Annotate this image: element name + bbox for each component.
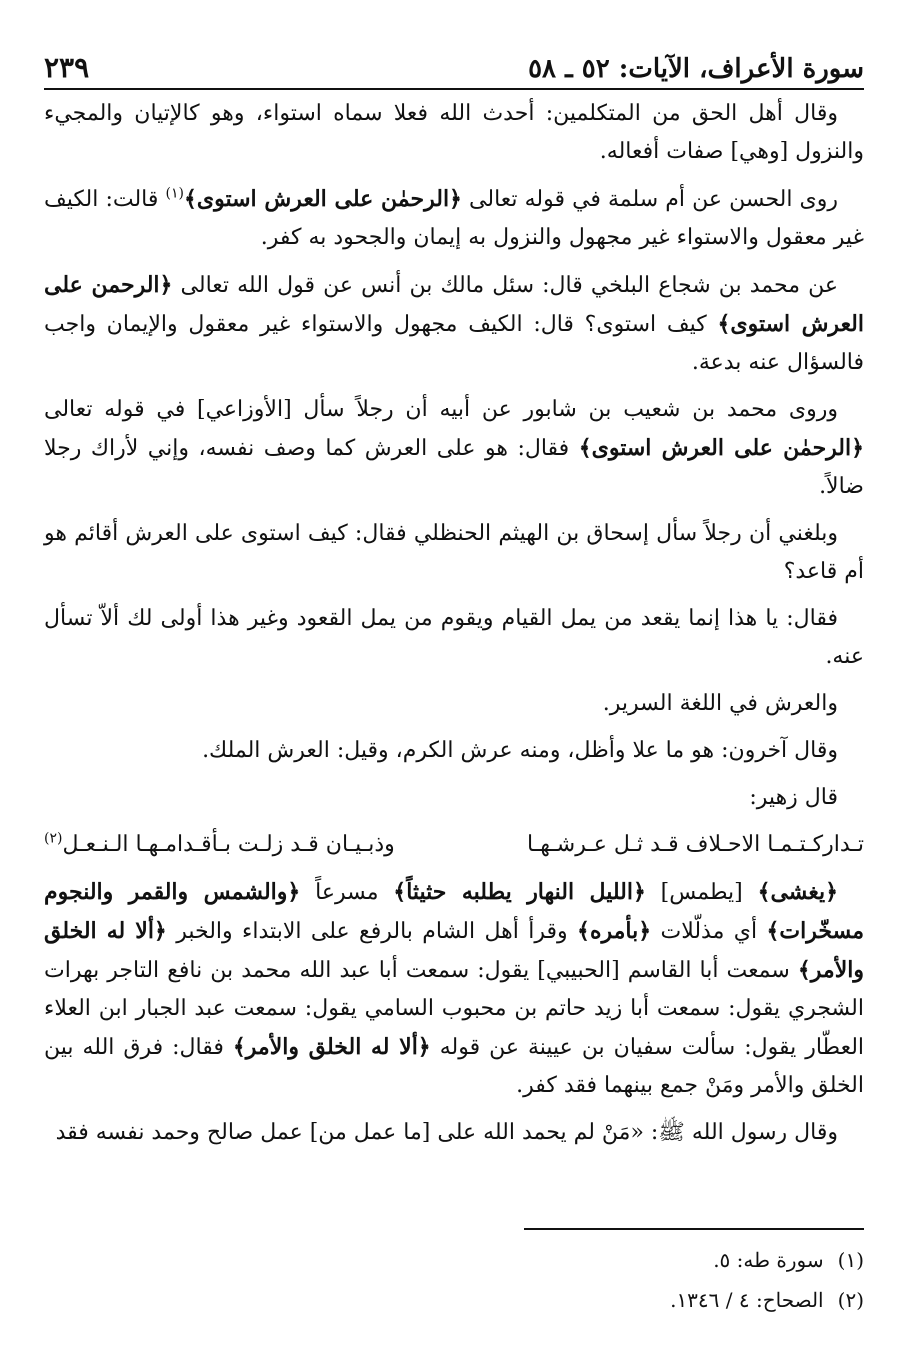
paragraph: [44, 391, 864, 506]
text-run: روى الحسن عن أم سلمة في قوله تعالى: [469, 187, 839, 212]
paragraph: وقال آخرون: هو ما علا وأظل، ومنه عرش الكرم، وقيل: العرش الملك.: [202, 738, 838, 763]
text-run: وروى محمد بن شعيب بن شابور عن أبيه أن رجلاً سأل [الأوزاعي] في قوله تعالى: [44, 397, 838, 422]
footnote-marker: (١): [165, 185, 184, 202]
text-run: وقرأ أهل الشام بالرفع على الابتداء والخبر: [176, 919, 568, 944]
paragraph: وقال رسول الله ﷺ: «مَنْ لم يحمد الله على [ما عمل من] عمل صالح وحمد نفسه فقد: [55, 1120, 838, 1145]
quran-quote: ﴿ألا له الخلق والأمر﴾: [44, 918, 864, 983]
footnote-marker: (٢): [44, 830, 63, 847]
verse-hemistich-1: تـداركـتـمـا الاحـلاف قـد ثـل عـرشـهـا: [527, 832, 864, 857]
poetry-verse: [44, 826, 864, 864]
verse-hemistich-2: وذبـيـان قـد زلـت بـأقـدامـهـا الـنـعـل: [62, 832, 395, 857]
quran-quote: ﴿بأمره﴾: [577, 918, 652, 944]
verse-hemistich-2-wrap: [44, 826, 395, 864]
quran-quote: ﴿الرحمن على العرش استوى﴾: [44, 272, 864, 337]
surah-title: سورة الأعراف، الآيات: ٥٢ ـ ٥٨: [528, 54, 864, 84]
page-number: ٢٣٩: [44, 51, 90, 84]
text-run: كيف استوى؟ قال: الكيف مجهول والاستواء غير معقول والإيمان واجب فالسؤال عنه بدعة.: [44, 312, 864, 375]
text-run: [يطمس]: [660, 880, 743, 905]
text-run: فقال: هو على العرش كما وصف نفسه، وإني لأراك رجلا ضالاً.: [44, 436, 864, 499]
quran-quote: ﴿والشمس والقمر والنجوم مسخّرات﴾: [44, 879, 864, 944]
paragraph: قال زهير:: [749, 785, 838, 810]
quran-quote: ﴿ألا له الخلق والأمر﴾: [232, 1034, 431, 1060]
paragraph: والعرش في اللغة السرير.: [602, 691, 838, 716]
paragraph: فقال: يا هذا إنما يقعد من يمل القيام ويقوم من يمل القعود وغير هذا أولى لك ألاّ تسأل عنه.: [44, 606, 864, 669]
footnote: [44, 1280, 864, 1320]
text-run: عن محمد بن شجاع البلخي قال: سئل مالك بن أنس عن قول الله تعالى: [180, 273, 838, 298]
paragraph: [44, 873, 864, 1105]
paragraph: [44, 180, 864, 257]
text-run: فقال: فرق الله بين الخلق والأمر ومَنْ جمع بينهما فقد كفر.: [44, 1035, 864, 1098]
footnotes: [44, 1240, 864, 1320]
quran-quote: ﴿الرحمٰن على العرش استوى﴾: [183, 186, 462, 212]
footnote-text: الصحاح: ٤ / ١٣٤٦.: [670, 1288, 824, 1312]
paragraph: [44, 266, 864, 382]
text-run: مسرعاً: [315, 880, 379, 905]
quran-quote: ﴿الرحمٰن على العرش استوى﴾: [578, 435, 865, 461]
footnote-text: سورة طه: ٥.: [713, 1248, 824, 1272]
footnote: [44, 1240, 864, 1280]
page-header: [44, 40, 864, 90]
paragraph: وبلغني أن رجلاً سأل إسحاق بن الهيثم الحنظلي فقال: كيف استوى على العرش أقائم هو أم قاعد؟: [44, 521, 864, 584]
paragraph: وقال أهل الحق من المتكلمين: أحدث الله فعلا سماه استواء، وهو كالإتيان والمجيء والنزول [وهي] صفات أفعاله.: [44, 101, 864, 164]
quran-quote: ﴿يغشى﴾: [757, 879, 839, 905]
footnote-number: (٢): [837, 1288, 864, 1312]
quran-quote: ﴿الليل النهار يطلبه حثيثاً﴾: [393, 879, 646, 905]
text-run: سمعت أبا القاسم [الحبيبي] يقول: سمعت أبا عبد الله محمد بن نافع التاجر بهرات الشجري يقول: سمعت أبا زيد حاتم بن محبوب السامي يقول: سمعت عبد الجبار ابن العلاء العطّار يقول: سألت سفيان بن عيينة عن قوله: [44, 958, 865, 1060]
footnote-number: (١): [837, 1248, 864, 1272]
text-run: أي مذلّلات: [660, 919, 758, 944]
footnote-separator: [524, 1228, 864, 1230]
body-text: [44, 95, 864, 1161]
text-run: قالت: الكيف غير معقول والاستواء غير مجهول والنزول به إيمان والجحود به كفر.: [44, 187, 864, 250]
